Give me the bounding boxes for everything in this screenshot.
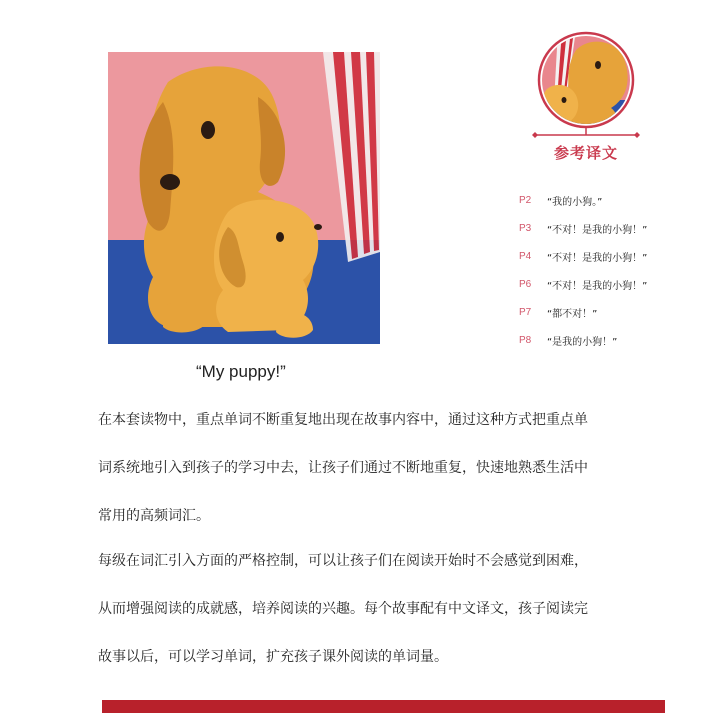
- body-paragraph: [98, 537, 638, 681]
- paragraph-line: 从而增强阅读的成就感，培养阅读的兴趣。每个故事配有中文译文，孩子阅读完: [98, 601, 588, 617]
- translation-heading: 参考译文: [553, 144, 618, 162]
- list-item: [519, 186, 709, 214]
- page-number: P3: [519, 222, 532, 234]
- translation-heading-block: [526, 126, 646, 162]
- page-number: P6: [519, 278, 532, 290]
- dogs-circle-badge: [536, 30, 636, 130]
- list-item: [519, 326, 709, 354]
- translation-text: “不对！是我的小狗！”: [547, 224, 648, 236]
- page-number: P7: [519, 306, 532, 318]
- dogs-picture: [108, 52, 380, 344]
- translation-text: “不对！是我的小狗！”: [547, 280, 648, 292]
- list-item: [519, 298, 709, 326]
- heading-divider: [526, 126, 646, 142]
- paragraph-line: 每级在词汇引入方面的严格控制，可以让孩子们在阅读开始时不会感觉到困难，: [98, 553, 588, 569]
- paragraph-line: 词系统地引入到孩子的学习中去，让孩子们通过不断地重复，快速地熟悉生活中: [98, 460, 588, 476]
- list-item: [519, 242, 709, 270]
- dog-and-puppy-illustration: [108, 52, 380, 344]
- page-number: P2: [519, 194, 532, 206]
- translation-list: [519, 186, 709, 354]
- list-item: [519, 214, 709, 242]
- diamond-icon: [532, 132, 538, 138]
- list-item: [519, 270, 709, 298]
- page-number: P8: [519, 334, 532, 346]
- illustration-caption: “My puppy!”: [196, 362, 286, 381]
- body-paragraph: [98, 396, 638, 540]
- translation-text: “都不对！”: [547, 308, 598, 320]
- paragraph-line: 故事以后，可以学习单词，扩充孩子课外阅读的单词量。: [98, 649, 448, 665]
- diamond-icon: [634, 132, 640, 138]
- paragraph-line: 常用的高频词汇。: [98, 508, 210, 524]
- page-number: P4: [519, 250, 532, 262]
- translation-text: “我的小狗。”: [547, 196, 603, 208]
- badge-icon: [536, 30, 636, 130]
- paragraph-line: 在本套读物中，重点单词不断重复地出现在故事内容中，通过这种方式把重点单: [98, 412, 588, 428]
- translation-text: “不对！是我的小狗！”: [547, 252, 648, 264]
- translation-text: “是我的小狗！”: [547, 336, 618, 348]
- bottom-divider-bar: [102, 700, 665, 713]
